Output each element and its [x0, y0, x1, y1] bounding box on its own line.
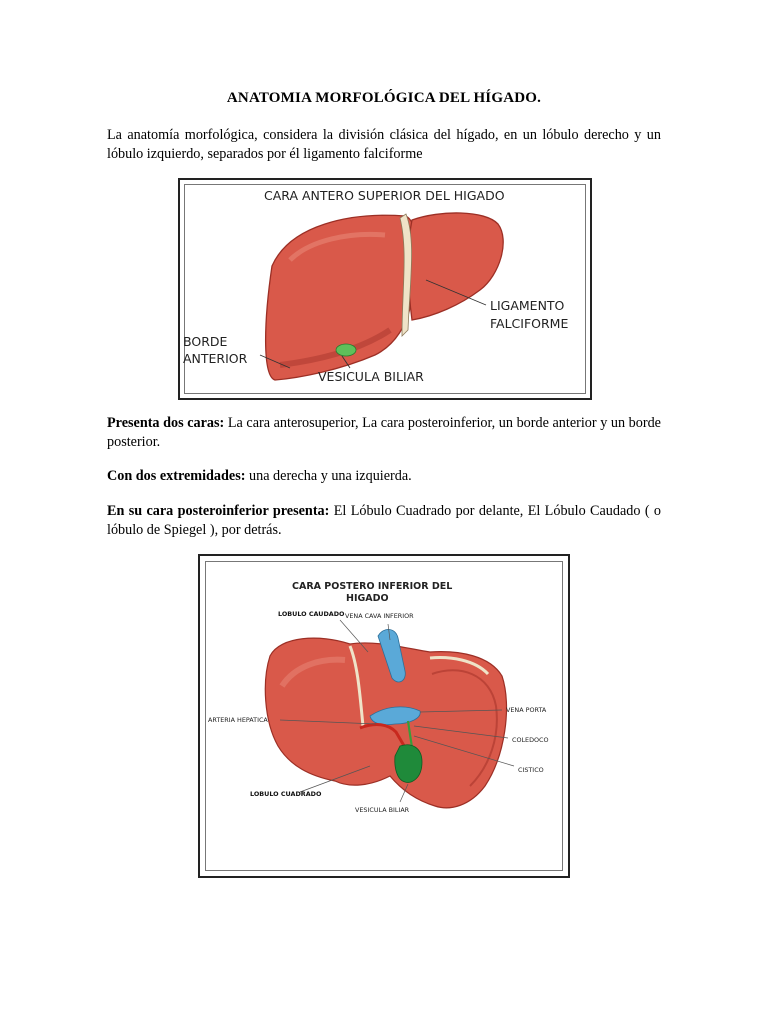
intro-paragraph: La anatomía morfológica, considera la división clásica del hígado, en un lóbulo derecho y un lóbulo izquierdo, separados por él ligamento falciforme: [107, 127, 661, 162]
gallbladder-shape: [336, 344, 356, 356]
label-ligamento-2: FALCIFORME: [490, 316, 569, 331]
left-lobe-shape: [408, 213, 503, 320]
label-cistico: CISTICO: [518, 766, 544, 774]
gallbladder-shape: [395, 745, 422, 783]
label-vena-cava: VENA CAVA INFERIOR: [345, 612, 414, 620]
liver-antero-superior-illustration: [180, 180, 590, 398]
paragraph-extremidades-text: una derecha y una izquierda.: [245, 468, 412, 484]
label-borde-1: BORDE: [183, 334, 228, 349]
label-vesicula-biliar: VESICULA BILIAR: [355, 806, 410, 814]
page-title: ANATOMIA MORFOLÓGICA DEL HÍGADO.: [226, 90, 542, 106]
paragraph-posteroinferior: [107, 502, 661, 540]
paragraph-posteroinferior-text: El Lóbulo Cuadrado por delante, El Lóbulo Caudado ( o lóbulo de Spiegel ), por detrás.: [107, 503, 662, 538]
paragraph-caras: [107, 414, 661, 452]
paragraph-extremidades: [107, 467, 661, 486]
paragraph-posteroinferior-lead: En su cara posteroinferior presenta:: [107, 503, 330, 519]
figure-postero-inferior: [198, 554, 570, 878]
label-coledoco: COLEDOCO: [512, 736, 549, 744]
figure-antero-superior: [178, 178, 592, 400]
paragraph-caras-text: La cara anterosuperior, La cara posteroinferior, un borde anterior y un borde posterior.: [107, 415, 661, 450]
label-lobulo-caudado: LOBULO CAUDADO: [278, 610, 345, 618]
paragraph-extremidades-lead: Con dos extremidades:: [107, 468, 246, 484]
label-vena-porta: VENA PORTA: [506, 706, 547, 714]
figure2-title-line-2: HIGADO: [346, 593, 389, 604]
label-vesicula: VESICULA BILIAR: [318, 369, 424, 384]
liver-postero-inferior-illustration: [200, 556, 568, 876]
label-arteria-hepatica: ARTERIA HEPATICA: [208, 716, 268, 724]
label-ligamento-1: LIGAMENTO: [490, 298, 565, 313]
paragraph-caras-lead: Presenta dos caras:: [107, 415, 225, 431]
figure1-title: CARA ANTERO SUPERIOR DEL HIGADO: [264, 188, 505, 203]
label-lobulo-cuadrado: LOBULO CUADRADO: [250, 790, 322, 798]
label-borde-2: ANTERIOR: [183, 351, 248, 366]
figure2-title-line-1: CARA POSTERO INFERIOR DEL: [292, 581, 453, 592]
